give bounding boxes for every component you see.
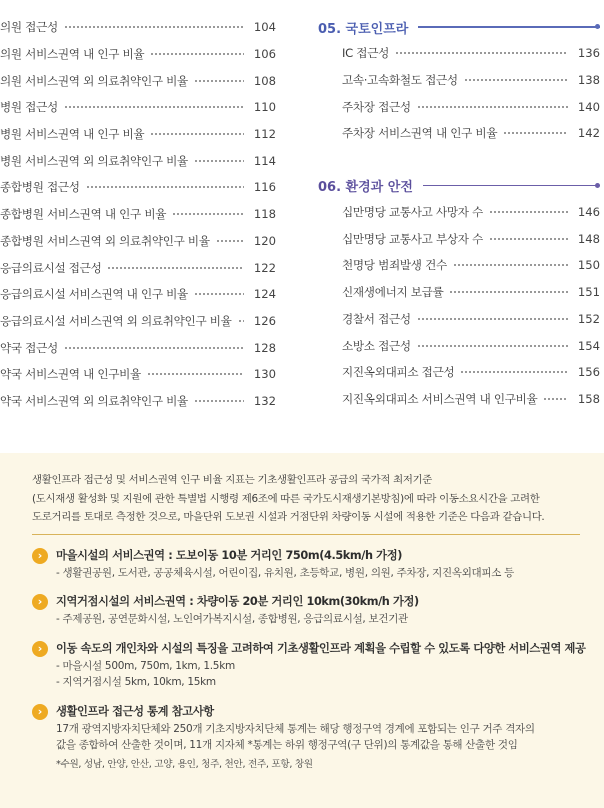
- toc-entry-title: 약국 서비스권역 외 의료취약인구 비율: [0, 393, 188, 408]
- toc-entry-page: 106: [253, 47, 276, 62]
- dot-leader: [453, 264, 568, 266]
- dot-leader: [489, 238, 568, 240]
- toc-entry-title: 지진옥외대피소 서비스권역 내 인구비율: [342, 391, 538, 406]
- toc-entry-title: 병원 서비스권역 외 의료취약인구 비율: [0, 153, 188, 168]
- toc-entry-title: 응급의료시설 서비스권역 외 의료취약인구 비율: [0, 313, 232, 328]
- toc-entry[interactable]: [318, 359, 600, 386]
- toc-entry-page: 118: [253, 207, 276, 222]
- dot-leader: [489, 211, 568, 213]
- toc-entry-title: 병원 접근성: [0, 100, 58, 115]
- toc-entry-page: 110: [253, 100, 276, 115]
- toc-entry-title: 응급의료시설 서비스권역 내 인구 비율: [0, 287, 188, 302]
- toc-entry-page: 116: [253, 180, 276, 195]
- chevron-right-icon: ›: [32, 704, 48, 720]
- info-item-heading: 마을시설의 서비스권역 : 도보이동 10분 거리인 750m(4.5km/h 가정): [56, 548, 402, 562]
- toc-entry[interactable]: [318, 306, 600, 333]
- dot-leader: [147, 373, 244, 375]
- toc-entry[interactable]: [0, 281, 276, 308]
- info-item-heading: 이동 속도의 개인차와 시설의 특징을 고려하여 기초생활인프라 계획을 수립할 수 있도록 다양한 서비스권역 제공: [56, 641, 586, 655]
- toc-entry-title: 응급의료시설 접근성: [0, 260, 102, 275]
- toc-entry-page: 138: [577, 73, 600, 88]
- intro-line: (도시재생 활성화 및 지원에 관한 특별법 시행령 제6조에 따른 국가도시재생기본방침)에 따라 이동소요시간을 고려한: [32, 492, 540, 505]
- toc-entry-title: 약국 접근성: [0, 340, 58, 355]
- toc-entry-page: 120: [253, 233, 276, 248]
- dot-leader: [150, 53, 244, 55]
- dot-leader: [194, 160, 244, 162]
- toc-entry[interactable]: [318, 93, 600, 120]
- dot-leader: [172, 213, 244, 215]
- toc-entry-title: 신재생에너지 보급률: [342, 285, 444, 300]
- dot-leader: [194, 293, 244, 295]
- toc-right-column: [318, 14, 600, 412]
- toc-entry-title: 천명당 범죄발생 건수: [342, 258, 447, 273]
- info-item-line: - 생활권공원, 도서관, 공공체육시설, 어린이집, 유치원, 초등학교, 병원, 의원, 주차장, 지진옥외대피소 등: [56, 566, 514, 579]
- dot-leader: [449, 291, 568, 293]
- dot-leader: [86, 186, 244, 188]
- toc-entry[interactable]: [318, 332, 600, 359]
- toc-entry-page: 151: [577, 285, 600, 300]
- info-item-line: 17개 광역지방자치단체와 250개 기초지방자치단체 통계는 해당 행정구역 경계에 포함되는 인구 거주 격자의: [56, 722, 535, 735]
- info-item-heading: 생활인프라 접근성 통계 참고사항: [56, 704, 214, 718]
- toc-entry[interactable]: [0, 308, 276, 335]
- info-item-village: [32, 547, 576, 582]
- toc-entry-page: 130: [253, 367, 276, 382]
- dot-leader: [64, 26, 244, 28]
- toc-entry-page: 124: [253, 287, 276, 302]
- toc-entry-title: 고속·고속화철도 접근성: [342, 73, 458, 88]
- toc-entry-title: 주차장 서비스권역 내 인구 비율: [342, 126, 498, 141]
- toc-left-column: [0, 14, 276, 414]
- toc-entry[interactable]: [318, 386, 600, 413]
- info-item-service-areas: [32, 640, 586, 691]
- toc-entry-title: 주차장 접근성: [342, 99, 411, 114]
- dot-leader: [216, 240, 244, 242]
- toc-entry[interactable]: [0, 254, 276, 281]
- toc-entry-title: 의원 접근성: [0, 20, 58, 35]
- section-rule: [418, 26, 600, 27]
- toc-entry-title: 의원 서비스권역 외 의료취약인구 비율: [0, 73, 188, 88]
- toc-entry[interactable]: [0, 201, 276, 228]
- toc-entry[interactable]: [318, 120, 600, 147]
- info-item-note: *수원, 성남, 안양, 안산, 고양, 용인, 청주, 천안, 전주, 포항, 창원: [56, 758, 313, 770]
- toc-entry[interactable]: [0, 14, 276, 41]
- section-heading-label: 06. 환경과 안전: [318, 180, 413, 196]
- dot-leader: [417, 345, 568, 347]
- info-item-regional: [32, 593, 576, 628]
- toc-entry-title: 지진옥외대피소 접근성: [342, 365, 455, 380]
- dot-leader: [64, 106, 244, 108]
- intro-line: 생활인프라 접근성 및 서비스권역 인구 비율 지표는 기초생활인프라 공급의 국가적 최저기준: [32, 474, 433, 486]
- toc-entry-page: 150: [577, 258, 600, 273]
- toc-entry-page: 112: [253, 127, 276, 142]
- toc-entry-page: 136: [577, 46, 600, 61]
- info-item-line: - 지역거점시설 5km, 10km, 15km: [56, 676, 216, 688]
- info-intro: [32, 471, 576, 527]
- chevron-right-icon: ›: [32, 548, 48, 564]
- toc-entry[interactable]: [318, 225, 600, 252]
- toc-entry-page: 108: [253, 73, 276, 88]
- toc-entry-page: 104: [253, 20, 276, 35]
- toc-entry-page: 126: [253, 313, 276, 328]
- dot-leader: [417, 318, 568, 320]
- section-heading: [318, 14, 600, 40]
- toc-entry-page: 158: [577, 391, 600, 406]
- toc-entry-title: 의원 서비스권역 내 인구 비율: [0, 47, 145, 62]
- toc-entry-title: 종합병원 서비스권역 내 인구 비율: [0, 207, 167, 222]
- toc-entry-title: 십만명당 교통사고 부상자 수: [342, 231, 483, 246]
- toc-entry[interactable]: [0, 334, 276, 361]
- info-item-line: 값을 종합하여 산출한 것이며, 11개 지자체 *통계는 하위 행정구역(구 단위)의 통계값을 통해 산출한 것임: [56, 739, 518, 751]
- toc-entry[interactable]: [0, 388, 276, 415]
- dot-leader: [150, 133, 244, 135]
- toc-entry-title: 종합병원 서비스권역 외 의료취약인구 비율: [0, 233, 210, 248]
- toc-entry-page: 128: [253, 340, 276, 355]
- toc-entry-title: 종합병원 접근성: [0, 180, 80, 195]
- toc-entry[interactable]: [0, 121, 276, 148]
- toc-entry-page: 146: [577, 205, 600, 220]
- toc-entry-page: 114: [253, 153, 276, 168]
- section-heading-label: 05. 국토인프라: [318, 21, 409, 37]
- toc-entry-title: 경찰서 접근성: [342, 311, 411, 326]
- dot-leader: [395, 52, 568, 54]
- toc-entry[interactable]: [0, 228, 276, 255]
- info-item-line: - 주제공원, 공연문화시설, 노인여가복지시설, 종합병원, 응급의료시설, 보건기관: [56, 613, 408, 625]
- toc-entry-page: 154: [577, 338, 600, 353]
- toc-entry[interactable]: [318, 279, 600, 306]
- dot-leader: [238, 320, 244, 322]
- toc-entry[interactable]: [0, 41, 276, 68]
- section-gap: [318, 147, 600, 173]
- divider: [32, 534, 580, 535]
- section-rule: [423, 185, 600, 186]
- info-item-line: - 마을시설 500m, 750m, 1km, 1.5km: [56, 659, 235, 672]
- toc-entry[interactable]: [0, 67, 276, 94]
- toc-entry[interactable]: [318, 67, 600, 94]
- info-box: [0, 453, 604, 808]
- dot-leader: [107, 267, 244, 269]
- dot-leader: [543, 398, 568, 400]
- dot-leader: [194, 400, 244, 402]
- toc-entry[interactable]: [0, 147, 276, 174]
- toc-entry-title: IC 접근성: [342, 46, 389, 61]
- info-item-reference: [32, 703, 576, 773]
- toc-entry-page: 142: [577, 126, 600, 141]
- chevron-right-icon: ›: [32, 594, 48, 610]
- toc-entry-page: 132: [253, 393, 276, 408]
- dot-leader: [464, 79, 568, 81]
- toc-entry-title: 소방소 접근성: [342, 338, 411, 353]
- dot-leader: [64, 347, 244, 349]
- info-item-heading: 지역거점시설의 서비스권역 : 차량이동 20분 거리인 10km(30km/h 가정): [56, 595, 419, 608]
- section-heading: [318, 173, 600, 199]
- toc-entry[interactable]: [318, 252, 600, 279]
- toc-entry-page: 148: [577, 231, 600, 246]
- toc-entry[interactable]: [318, 40, 600, 67]
- toc-entry[interactable]: [0, 174, 276, 201]
- chevron-right-icon: ›: [32, 641, 48, 657]
- intro-line: 도로거리를 토대로 측정한 것으로, 마을단위 도보권 시설과 거점단위 차량이동 시설에 적용한 기준은 다음과 같습니다.: [32, 511, 545, 523]
- toc-entry-title: 약국 서비스권역 내 인구비율: [0, 367, 141, 382]
- dot-leader: [503, 132, 568, 134]
- toc-entry[interactable]: [0, 94, 276, 121]
- dot-leader: [194, 80, 244, 82]
- toc-entry-page: 140: [577, 99, 600, 114]
- toc-entry[interactable]: [0, 361, 276, 388]
- toc-entry-title: 병원 서비스권역 내 인구 비율: [0, 127, 145, 142]
- toc-entry-page: 156: [577, 365, 600, 380]
- dot-leader: [460, 371, 568, 373]
- toc-entry-page: 152: [577, 311, 600, 326]
- dot-leader: [417, 106, 568, 108]
- toc-entry[interactable]: [318, 199, 600, 226]
- toc-entry-title: 십만명당 교통사고 사망자 수: [342, 205, 483, 220]
- toc-entry-page: 122: [253, 260, 276, 275]
